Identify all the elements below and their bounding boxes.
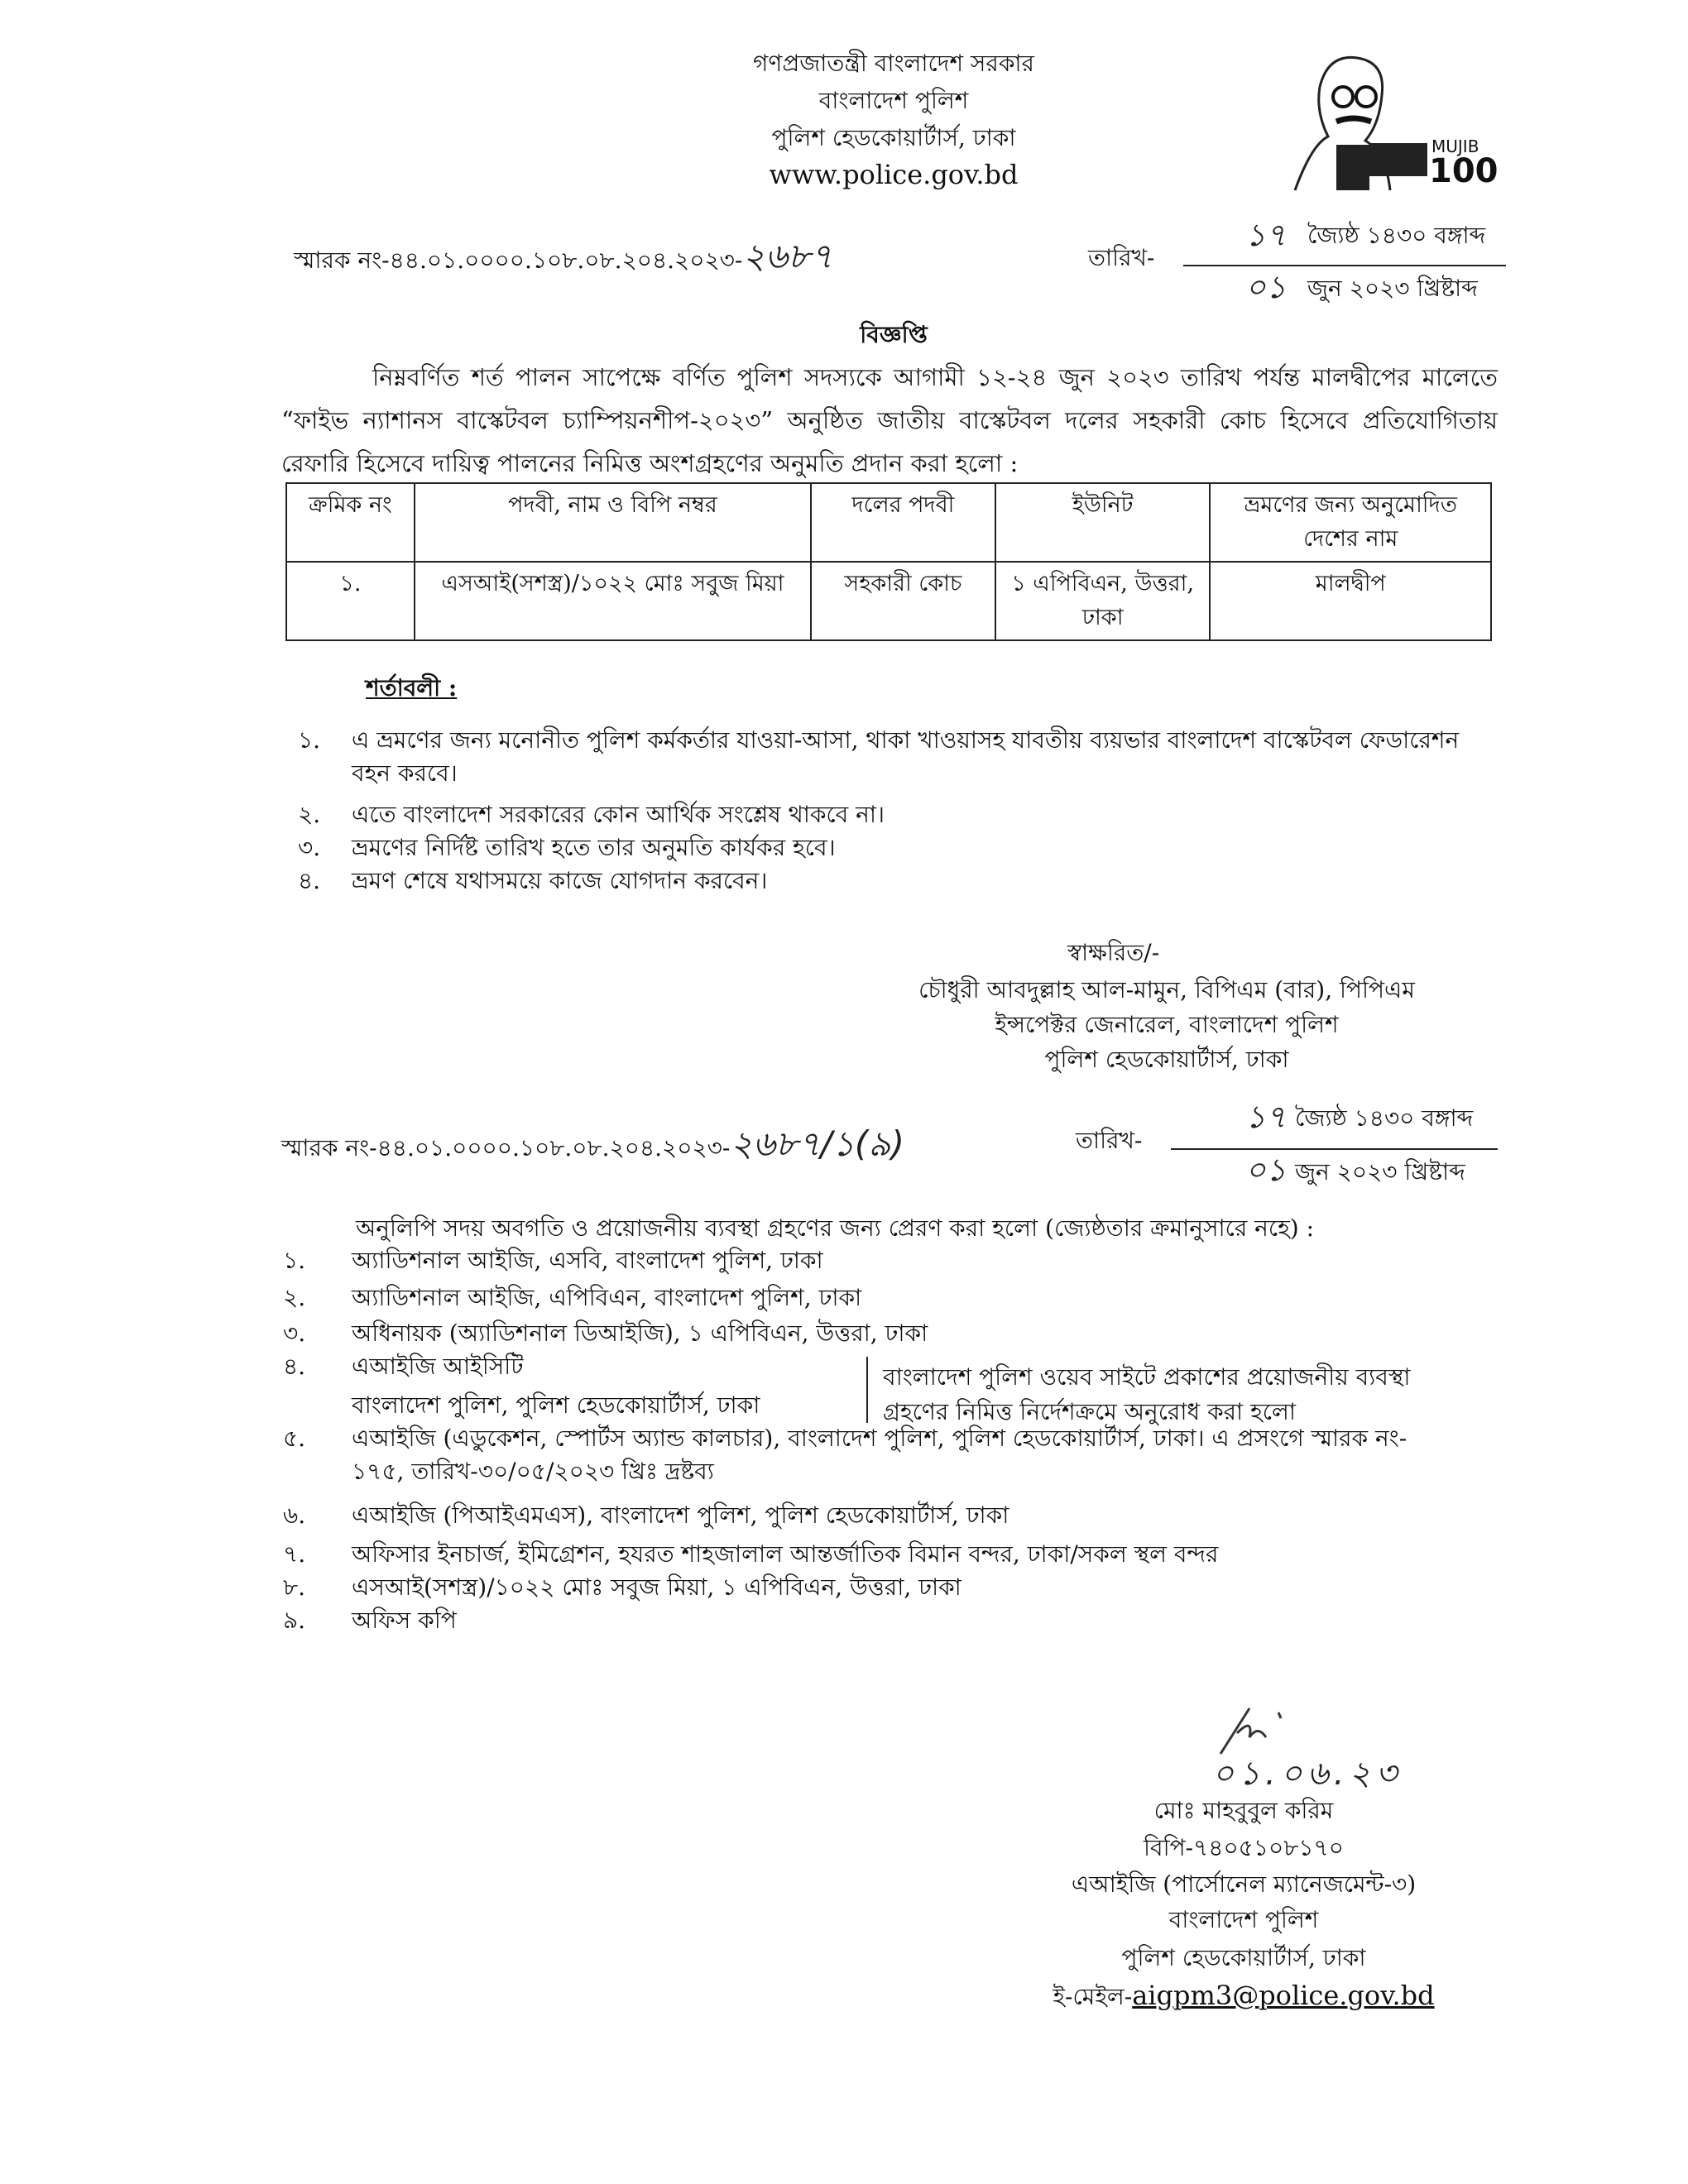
header-name: পদবী, নাম ও বিপি নম্বর — [415, 483, 811, 562]
copy-num: ৯. — [283, 1607, 306, 1634]
personnel-table — [285, 482, 1492, 641]
memo1-prefix: স্মারক নং-৪৪.০১.০০০০.১০৮.০৮.২০৪.২০২৩- — [294, 247, 743, 274]
signature-date: ০১.০৬.২৩ — [1212, 1755, 1403, 1793]
copy-num: ৬. — [283, 1502, 306, 1529]
condition-num: ১. — [298, 726, 321, 754]
condition-num: ২. — [298, 801, 321, 828]
memo2-prefix: স্মারক নং-৪৪.০১.০০০০.১০৮.০৮.২০৪.২০২৩- — [281, 1134, 731, 1161]
handwritten-signature — [1216, 1700, 1299, 1758]
memo1-day-en: ০১ — [1245, 269, 1287, 305]
copy-num: ৭. — [283, 1540, 306, 1568]
copy-recipient: এআইজি (পিআইএমএস), বাংলাদেশ পুলিশ, পুলিশ হেডকোয়ার্টার্স, ঢাকা — [352, 1502, 1009, 1529]
header-unit: ইউনিট — [995, 483, 1211, 562]
memo2-day-bn: ১৭ — [1245, 1099, 1287, 1135]
memo2-number — [281, 1123, 904, 1165]
condition-text: এ ভ্রমণের জন্য মনোনীত পুলিশ কর্মকর্তার যাওয়া-আসা, থাকা খাওয়াসহ যাবতীয় ব্যয়ভার বাংলাদেশ বাস্কেটবল ফেডারেশন — [352, 726, 1460, 754]
copy-note: বাংলাদেশ পুলিশ ওয়েব সাইটে প্রকাশের প্রয়োজনীয় ব্যবস্থা — [883, 1363, 1411, 1391]
condition-num: ৩. — [298, 834, 321, 861]
memo2-date-en: জুন ২০২৩ খ্রিষ্টাব্দ — [1295, 1158, 1465, 1185]
memo1-date-en: জুন ২০২৩ খ্রিষ্টাব্দ — [1307, 275, 1478, 302]
copy-note: গ্রহণের নিমিত্ত নির্দেশক্রমে অনুরোধ করা হলো — [883, 1398, 1297, 1425]
copy-intro: অনুলিপি সদয় অবগতি ও প্রয়োজনীয় ব্যবস্থা গ্রহণের জন্য প্রেরণ করা হলো (জ্যেষ্ঠতার ক্রমানুসারে নহে) : — [356, 1214, 1315, 1242]
copy-recipient: অফিস কপি — [352, 1607, 457, 1634]
memo2-date-bn: জ্যৈষ্ঠ ১৪৩০ বঙ্গাব্দ — [1295, 1104, 1474, 1132]
memo2-handwritten-number: ২৬৮৭/১(৯) — [730, 1123, 904, 1164]
header-country: ভ্রমণের জন্য অনুমোদিত দেশের নাম — [1210, 483, 1491, 562]
copy-recipient: এসআই(সশস্ত্র)/১০২২ মোঃ সবুজ মিয়া, ১ এপিবিএন, উত্তরা, ঢাকা — [352, 1573, 961, 1601]
memo1-day-bn: ১৭ — [1245, 217, 1287, 253]
logo-text-en: MUJIB — [1431, 136, 1479, 156]
condition-text: বহন করবে। — [352, 759, 458, 787]
copy-num: ২. — [283, 1284, 306, 1311]
conditions-heading: শর্তাবলী : — [366, 674, 458, 702]
copy-recipient: বাংলাদেশ পুলিশ, পুলিশ হেডকোয়ার্টার্স, ঢাকা — [352, 1391, 760, 1419]
header-website: www.police.gov.bd — [769, 159, 1019, 190]
condition-text: এতে বাংলাদেশ সরকারের কোন আর্থিক সংশ্লেষ থাকবে না। — [352, 801, 885, 828]
memo2-date-label: তারিখ- — [1076, 1127, 1143, 1154]
header-dept: বাংলাদেশ পুলিশ — [818, 87, 969, 114]
copy-num: ৩. — [283, 1320, 306, 1347]
copy-recipient: ১৭৫, তারিখ-৩০/০৫/২০২৩ খ্রিঃ দ্রষ্টব্য — [352, 1458, 714, 1485]
logo-number: 100 — [1429, 152, 1499, 190]
copy-num: ৫. — [283, 1425, 306, 1452]
copy-num: ৮. — [283, 1573, 306, 1601]
copy-recipient: অ্যাডিশনাল আইজি, এপিবিএন, বাংলাদেশ পুলিশ, ঢাকা — [352, 1284, 862, 1311]
officer-name: মোঃ মাহবুবুল করিম — [1153, 1797, 1334, 1824]
officer-office: পুলিশ হেডকোয়ার্টার্স, ঢাকা — [1121, 1944, 1366, 1971]
condition-text: ভ্রমণ শেষে যথাসময়ে কাজে যোগদান করবেন। — [352, 867, 768, 894]
header-serial: ক্রমিক নং — [286, 483, 415, 562]
memo1-date-label: তারিখ- — [1088, 244, 1155, 271]
header-team-role: দলের পদবী — [811, 483, 995, 562]
memo1-handwritten-number: ২৬৮৭ — [742, 236, 833, 276]
cell-name: এসআই(সশস্ত্র)/১০২২ মোঃ সবুজ মিয়া — [415, 562, 811, 640]
cell-country: মালদ্বীপ — [1210, 562, 1491, 640]
copy-recipient: অ্যাডিশনাল আইজি, এসবি, বাংলাদেশ পুলিশ, ঢাকা — [352, 1247, 823, 1274]
officer-bp-number: বিপি-৭৪০৫১০৮১৭০ — [1144, 1834, 1344, 1861]
condition-num: ৪. — [298, 867, 321, 894]
cell-unit: ১ এপিবিএন, উত্তরা, ঢাকা — [995, 562, 1211, 640]
memo2-day-en: ০১ — [1245, 1152, 1287, 1188]
memo1-date-bn: জ্যৈষ্ঠ ১৪৩০ বঙ্গাব্দ — [1307, 222, 1486, 249]
header-govt: গণপ্রজাতন্ত্রী বাংলাদেশ সরকার — [753, 50, 1034, 77]
memo1-number — [294, 236, 833, 277]
copy-recipient: অফিসার ইনচার্জ, ইমিগ্রেশন, হযরত শাহজালাল আন্তর্জাতিক বিমান বন্দর, ঢাকা/সকল স্থল বন্দর — [352, 1540, 1219, 1568]
email-link[interactable]: aigpm3@police.gov.bd — [1132, 1980, 1435, 2011]
copy-num: ১. — [283, 1247, 306, 1274]
header-office: পুলিশ হেডকোয়ার্টার্স, ঢাকা — [771, 124, 1016, 151]
officer-email — [1053, 1980, 1434, 2011]
table-header-row — [286, 483, 1491, 562]
officer-designation: এআইজি (পার্সোনেল ম্যানেজমেন্ট-৩) — [1071, 1870, 1417, 1898]
table-row — [286, 562, 1491, 640]
signatory-title: ইন্সপেক্টর জেনারেল, বাংলাদেশ পুলিশ — [995, 1011, 1339, 1038]
signatory-office: পুলিশ হেডকোয়ার্টার্স, ঢাকা — [1044, 1046, 1289, 1073]
copy-recipient: এআইজি আইসিটি — [352, 1353, 524, 1380]
signed-label: স্বাক্ষরিত/- — [1067, 939, 1160, 966]
condition-text: ভ্রমণের নির্দিষ্ট তারিখ হতে তার অনুমতি কার্যকর হবে। — [352, 834, 836, 861]
copy-recipient: অধিনায়ক (অ্যাডিশনাল ডিআইজি), ১ এপিবিএন, উত্তরা, ঢাকা — [352, 1320, 928, 1347]
copy-recipient: এআইজি (এডুকেশন, স্পোর্টস অ্যান্ড কালচার), বাংলাদেশ পুলিশ, পুলিশ হেডকোয়ার্টার্স, ঢাকা। এ প্রসংগে স্মারক নং- — [352, 1425, 1407, 1452]
notice-paragraph: নিম্নবর্ণিত শর্ত পালন সাপেক্ষে বর্ণিত পুলিশ সদস্যকে আগামী ১২-২৪ জুন ২০২৩ তারিখ পর্যন্ত মালদ্বীপের মালেতে “ফাইভ ন্যাশানস বাস্কেটবল চ্যাম্পিয়নশীপ-২০২৩” অনুষ্ঠিত জাতীয় বাস্কেটবল দলের সহকারী কোচ হিসেবে প্রতিযোগিতায় রেফারি হিসেবে দায়িত্ব পালনের নিমিত্ত অংশগ্রহণের অনুমতি প্রদান করা হলো : — [281, 363, 1498, 477]
notice-title: বিজ্ঞপ্তি — [860, 321, 928, 348]
officer-dept: বাংলাদেশ পুলিশ — [1168, 1906, 1319, 1933]
copy-num: ৪. — [283, 1353, 306, 1380]
mujib-logo — [1278, 46, 1510, 194]
cell-serial: ১. — [286, 562, 415, 640]
signatory-name: চৌধুরী আবদুল্লাহ আল-মামুন, বিপিএম (বার), পিপিএম — [918, 976, 1415, 1003]
cell-team-role: সহকারী কোচ — [811, 562, 995, 640]
email-label: ই-মেইল- — [1053, 1983, 1133, 2010]
